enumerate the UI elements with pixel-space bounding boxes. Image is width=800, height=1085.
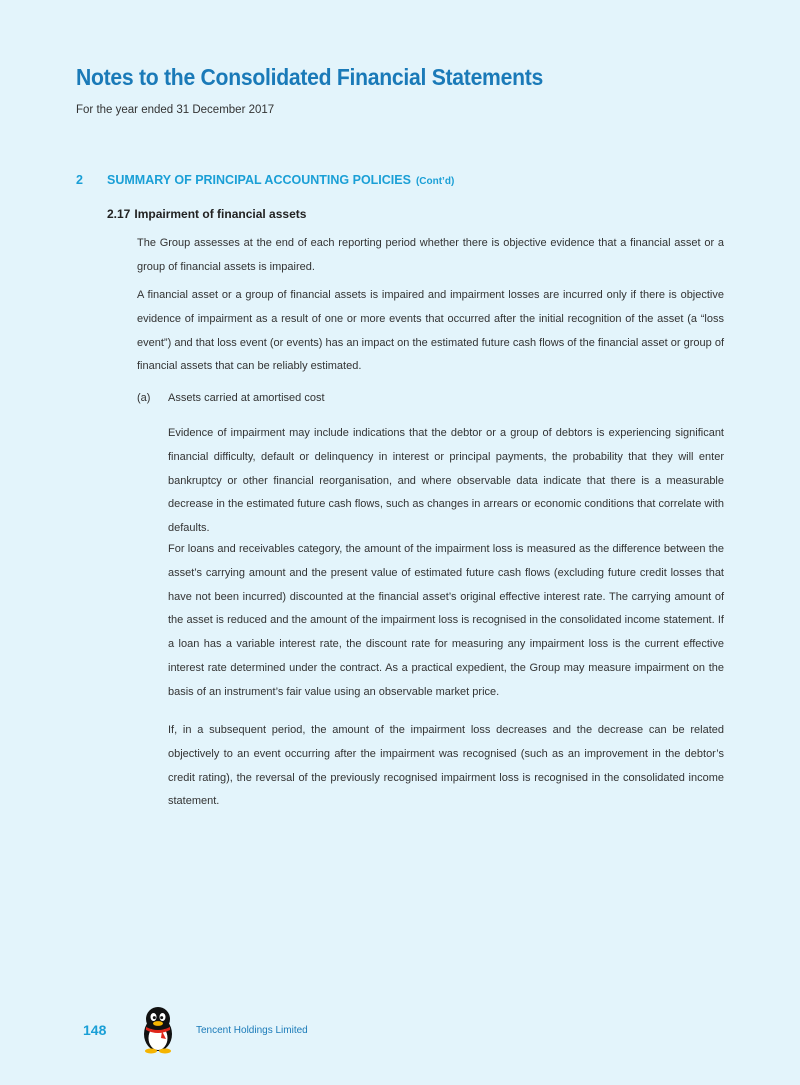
penguin-logo-icon bbox=[138, 1005, 178, 1055]
section-title: SUMMARY OF PRINCIPAL ACCOUNTING POLICIES bbox=[107, 173, 411, 187]
list-item-title: Assets carried at amortised cost bbox=[168, 392, 325, 404]
list-item-heading bbox=[137, 392, 325, 404]
subsection-heading bbox=[107, 207, 306, 221]
subsection-number: 2.17 bbox=[107, 207, 131, 221]
page-title: Notes to the Consolidated Financial Statements bbox=[76, 64, 544, 90]
section-heading bbox=[76, 173, 454, 187]
list-item-label: (a) bbox=[137, 392, 151, 404]
page-subtitle: For the year ended 31 December 2017 bbox=[76, 104, 275, 116]
paragraph: A financial asset or a group of financial assets is impaired and impairment losses are incurred only if there is objective evidence of impairment as a result of one or more events that occurred after the initial recognition of the asset (a “loss event”) and that loss event (or events) has an impact on the estimated future cash flows of the financial asset or group of financial assets that can be reliably estimated. bbox=[137, 289, 724, 373]
paragraph: The Group assesses at the end of each reporting period whether there is objective evidence that a financial asset or a group of financial assets is impaired. bbox=[137, 237, 724, 273]
list-item-paragraph: Evidence of impairment may include indications that the debtor or a group of debtors is experiencing significant financial difficulty, default or delinquency in interest or principal payments, the probability that they will enter bankruptcy or other financial reorganisation, and where observable data indicate that there is a measurable decrease in the estimated future cash flows, such as changes in arrears or economic conditions that correlate with defaults. bbox=[168, 427, 724, 535]
list-item-paragraph: If, in a subsequent period, the amount of the impairment loss decreases and the decrease can be related objectively to an event occurring after the impairment was recognised (such as an improvement in the debtor’s credit rating), the reversal of the previously recognised impairment loss is recognised in the consolidated income statement. bbox=[168, 724, 724, 808]
subsection-title: Impairment of financial assets bbox=[134, 207, 307, 221]
page-number: 148 bbox=[83, 1022, 107, 1038]
section-number: 2 bbox=[76, 173, 83, 187]
section-cont-label: (Cont’d) bbox=[415, 176, 455, 187]
company-name: Tencent Holdings Limited bbox=[196, 1025, 308, 1036]
list-item-paragraph: For loans and receivables category, the amount of the impairment loss is measured as the difference between the asset’s carrying amount and the present value of estimated future cash flows (excluding future credit losses that have not been incurred) discounted at the financial asset’s original effective interest rate. The carrying amount of the asset is reduced and the amount of the impairment loss is recognised in the consolidated income statement. If a loan has a variable interest rate, the discount rate for measuring any impairment loss is the current effective interest rate determined under the contract. As a practical expedient, the Group may measure impairment on the basis of an instrument’s fair value using an observable market price. bbox=[168, 543, 724, 698]
